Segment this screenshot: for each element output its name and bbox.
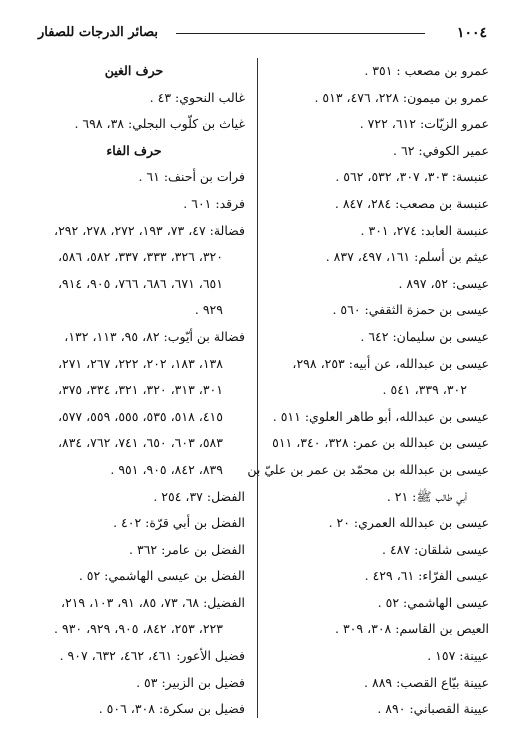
index-entry: عيسى بن عبدالله، أبو طاهر العلوي: ٥١١ . — [272, 408, 489, 424]
index-entry: عيسى: ٥٢، ٨٩٧ . — [398, 275, 489, 291]
index-entry: عيسى بن عبدالله بن عمر: ٣٢٨، ٣٤٠، ٥١١ — [272, 435, 489, 451]
index-entry: الفضل بن عامر: ٣٦٢ . — [128, 541, 245, 557]
section-heading: حرف الفاء — [106, 142, 162, 158]
index-entry: عيسى بن عبدالله، عن أبيه: ٢٥٣، ٢٩٨، — [292, 355, 489, 371]
index-entry: ٨٣٩، ٨٤٢، ٩٠٥، ٩٥١ . — [110, 461, 223, 477]
index-entry: ٣٠٢، ٣٣٩، ٥٤١ . — [382, 382, 467, 398]
index-entry: ٣٢٠، ٣٢٦، ٣٣٣، ٣٣٧، ٥٨٢، ٥٨٦، — [57, 249, 223, 265]
index-entry: عيسى بن عبدالله بن محمّد بن عمر بن عليّ بن — [247, 461, 489, 477]
index-entry: عيسى بن حمزة الثقفي: ٥٦٠ . — [332, 302, 489, 318]
page-header — [38, 22, 487, 44]
index-entry: فضالة بن أيّوب: ٨٢، ٩٥، ١١٣، ١٣٢، — [64, 328, 245, 344]
index-entry: ٤١٥، ٥١٨، ٥٣٥، ٥٥٥، ٥٥٩، ٥٧٧، — [57, 408, 223, 424]
index-entry: الفضل: ٣٧، ٢٥٤ . — [153, 488, 245, 504]
index-entry: عيينة بيّاع القصب: ٨٨٩ . — [364, 674, 489, 690]
index-entry: فرات بن أحنف: ٦١ . — [138, 169, 245, 185]
index-entry: فضيل بن الزبير: ٥٣ . — [136, 674, 245, 690]
index-entry: غياث بن كلّوب البجلي: ٣٨، ٦٩٨ . — [74, 116, 245, 132]
index-entry: العيص بن القاسم: ٣٠٨، ٣٠٩ . — [334, 621, 489, 637]
index-entry: عيسى الهاشمي: ٥٢ . — [377, 594, 489, 610]
index-entry: عيسى بن سليمان: ٦٤٢ . — [360, 328, 489, 344]
index-entry: عمرو بن ميمون: ٢٢٨، ٤٧٦، ٥١٣ . — [314, 89, 489, 105]
index-entry: أبي طالب ﷺ: ٢١ . — [386, 488, 467, 504]
column-divider — [257, 58, 258, 718]
header-rule — [176, 33, 425, 34]
index-entry: عنبسة العابد: ٢٧٤، ٣٠١ . — [360, 222, 489, 238]
index-entry: ٦٥١، ٦٧١، ٦٨٦، ٧٦٦، ٩٠٥، ٩١٤، — [57, 275, 223, 291]
index-entry: ٢٢٣، ٢٥٣، ٨٤٢، ٩٠٥، ٩٢٩، ٩٣٠ . — [54, 621, 223, 637]
index-entry: الفضل بن عيسى الهاشمي: ٥٢ . — [78, 568, 245, 584]
index-entry: فضالة: ٤٧، ٧٣، ١٩٣، ٢٧٢، ٢٧٨، ٢٩٢، — [54, 222, 245, 238]
page-number: ١٠٠٤ — [456, 25, 487, 41]
index-entry: عيثم بن أسلم: ١٦١، ٤٩٧، ٨٣٧ . — [325, 249, 489, 265]
index-entry: عمرو الزيّات: ٦١٢، ٧٢٢ . — [359, 116, 489, 132]
index-entry: ٥٨٣، ٦٠٣، ٦٥٠، ٧٤١، ٧٦٢، ٨٣٤، — [57, 435, 223, 451]
index-entry: فضيل الأعور: ٤٦١، ٤٦٢، ٦٣٢، ٩٠٧ . — [59, 648, 245, 664]
index-column-left — [23, 58, 245, 723]
index-column-right — [247, 58, 489, 723]
running-title: بصائر الدرجات للصفار — [38, 25, 158, 40]
index-entry: غالب النحوي: ٤٣ . — [149, 89, 245, 105]
section-heading: حرف الغين — [104, 63, 164, 78]
index-entry: عيسى شلقان: ٤٨٧ . — [382, 541, 489, 557]
index-entry: عيينة: ١٥٧ . — [427, 648, 489, 664]
index-entry: عمير الكوفي: ٦٢ . — [393, 142, 489, 158]
index-entry: فرقد: ٦٠١ . — [183, 195, 245, 211]
index-entry: الفضل بن أبي قرّة: ٤٠٢ . — [113, 515, 245, 531]
index-entry: عمرو بن مصعب : ٣٥١ . — [364, 63, 489, 78]
index-entry: ٣٠١، ٣١٣، ٣٢٠، ٣٢١، ٣٣٤، ٣٧٥، — [57, 382, 223, 398]
index-entry: عنبسة بن مصعب: ٢٨٤، ٨٤٧ . — [334, 195, 489, 211]
index-entry: عيسى بن عبدالله العمري: ٢٠ . — [328, 515, 489, 531]
index-entry: عيينة القصباني: ٨٩٠ . — [377, 701, 489, 717]
index-entry: عنبسة: ٣٠٣، ٣٠٧، ٥٣٢، ٥٦٢ . — [335, 169, 489, 185]
index-entry: فضيل بن سكرة: ٣٠٨، ٥٠٦ . — [98, 701, 245, 717]
index-entry: الفضيل: ٦٨، ٧٣، ٨٥، ٩١، ١٠٣، ٢١٩، — [60, 594, 245, 610]
index-entry: عيسى الفرّاء: ٦١، ٤٢٩ . — [364, 568, 489, 584]
index-entry: ١٣٨، ١٨٣، ٢٠٢، ٢٢٢، ٢٦٧، ٢٧١، — [57, 355, 223, 371]
index-entry: ٩٢٩ . — [194, 302, 223, 318]
